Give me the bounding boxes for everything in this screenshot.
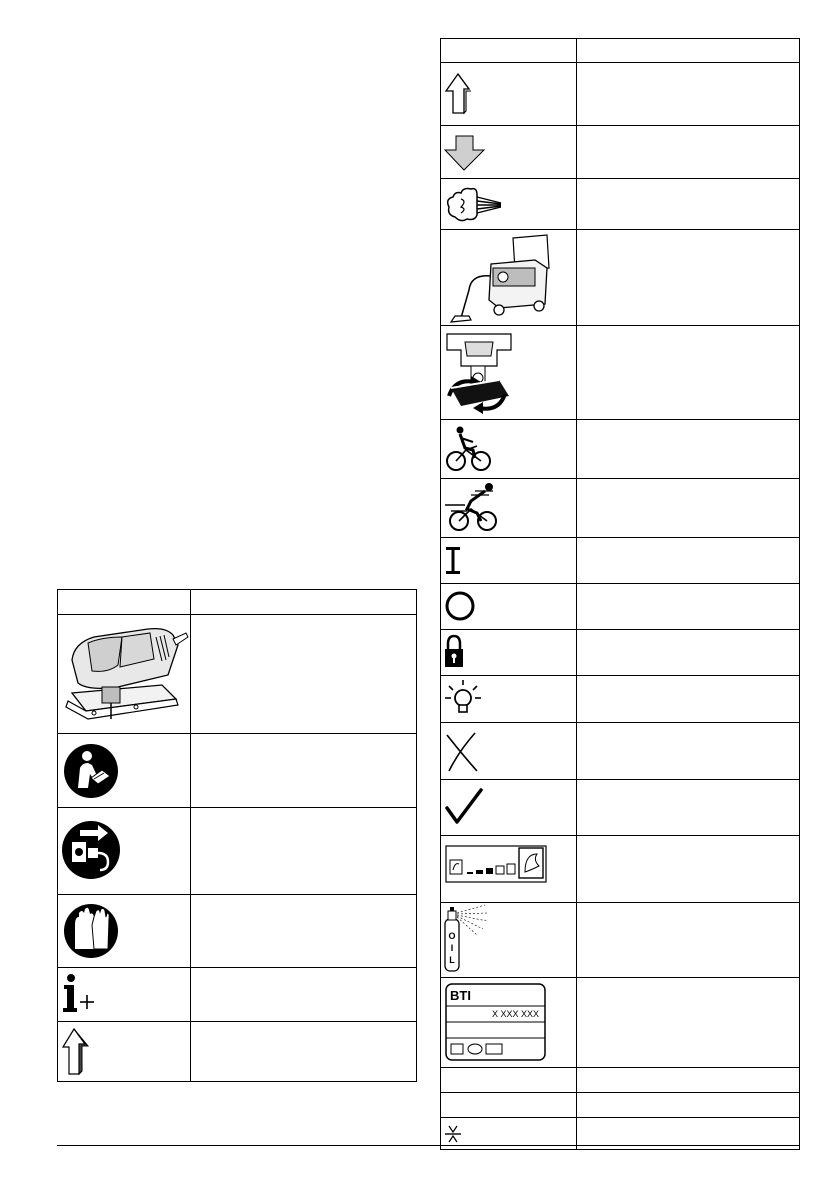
table-row — [441, 1068, 800, 1093]
row-text — [577, 479, 800, 538]
table-row — [441, 903, 800, 978]
table-row — [441, 630, 800, 676]
row-text — [191, 808, 417, 895]
table-row — [58, 895, 417, 968]
table-row — [441, 978, 800, 1068]
row-text — [191, 895, 417, 968]
wear-gloves-icon — [58, 895, 191, 967]
table-row — [441, 676, 800, 723]
table-row — [441, 63, 800, 126]
row-text — [191, 1022, 417, 1082]
check-mark-icon — [441, 780, 577, 835]
row-text — [577, 676, 800, 723]
table-row — [58, 808, 417, 895]
footer-rule — [57, 1145, 799, 1146]
svg-text:L: L — [449, 955, 455, 965]
fast-cyclist-icon — [441, 479, 577, 537]
unplug-mains-icon — [58, 808, 191, 894]
read-manual-icon — [58, 734, 191, 807]
row-icon-empty — [441, 1068, 577, 1093]
table-row — [441, 780, 800, 836]
header-cell-symbol — [58, 590, 191, 615]
row-text — [191, 734, 417, 808]
table-row — [441, 1093, 800, 1118]
row-text — [577, 584, 800, 630]
row-text — [577, 1068, 800, 1093]
row-text — [577, 1093, 800, 1118]
table-row — [441, 584, 800, 630]
row-text — [191, 968, 417, 1022]
row-text — [191, 615, 417, 734]
footer-text — [0, 1176, 380, 1186]
up-arrow-outline-icon — [441, 63, 577, 125]
additional-info-icon — [58, 968, 191, 1021]
table-row — [441, 723, 800, 780]
table-header-row — [58, 590, 417, 615]
header-cell-symbol — [441, 39, 577, 63]
dust-blow-icon — [441, 179, 577, 229]
svg-text:O: O — [448, 931, 456, 941]
row-text — [577, 630, 800, 676]
table-row — [441, 479, 800, 538]
row-text — [577, 63, 800, 126]
row-text — [577, 836, 800, 903]
table-row — [58, 968, 417, 1022]
row-text — [577, 538, 800, 584]
row-text — [577, 179, 800, 230]
header-cell-meaning — [191, 590, 417, 615]
row-text — [577, 903, 800, 978]
right-symbol-table — [440, 38, 800, 1150]
table-row — [441, 230, 800, 326]
table-row — [441, 326, 800, 420]
light-bulb-icon — [441, 676, 577, 722]
table-row — [58, 1022, 417, 1082]
table-row — [441, 420, 800, 479]
table-row — [58, 615, 417, 734]
header-cell-meaning — [577, 39, 800, 63]
row-text — [577, 420, 800, 479]
cross-mark-icon — [441, 723, 577, 779]
lock-icon — [441, 630, 577, 675]
oil-spray-icon — [441, 903, 577, 977]
slow-cyclist-icon — [441, 420, 577, 478]
table-header-row — [441, 39, 800, 63]
nameplate-number: X XXX XXX — [491, 1009, 539, 1019]
table-row — [58, 734, 417, 808]
speed-setting-icon — [441, 836, 577, 902]
row-text — [577, 126, 800, 179]
table-row — [441, 836, 800, 903]
jigsaw-product-icon — [58, 615, 191, 733]
row-text — [577, 780, 800, 836]
row-text — [577, 230, 800, 326]
svg-text:I: I — [450, 943, 454, 953]
nameplate-icon — [441, 978, 577, 1067]
row-text — [577, 723, 800, 780]
power-off-icon — [441, 584, 577, 629]
rotate-base-icon — [441, 326, 577, 419]
left-symbol-table — [57, 589, 417, 1082]
down-arrow-filled-icon — [441, 126, 577, 178]
nameplate-brand: BTI — [450, 988, 471, 1003]
vacuum-extractor-icon — [441, 230, 577, 325]
table-row — [441, 538, 800, 584]
table-row — [441, 179, 800, 230]
power-on-icon — [441, 538, 577, 583]
3d-up-arrow-icon — [58, 1022, 191, 1081]
row-icon-empty — [441, 1093, 577, 1118]
row-text — [577, 326, 800, 420]
table-row — [441, 126, 800, 179]
row-text — [577, 978, 800, 1068]
